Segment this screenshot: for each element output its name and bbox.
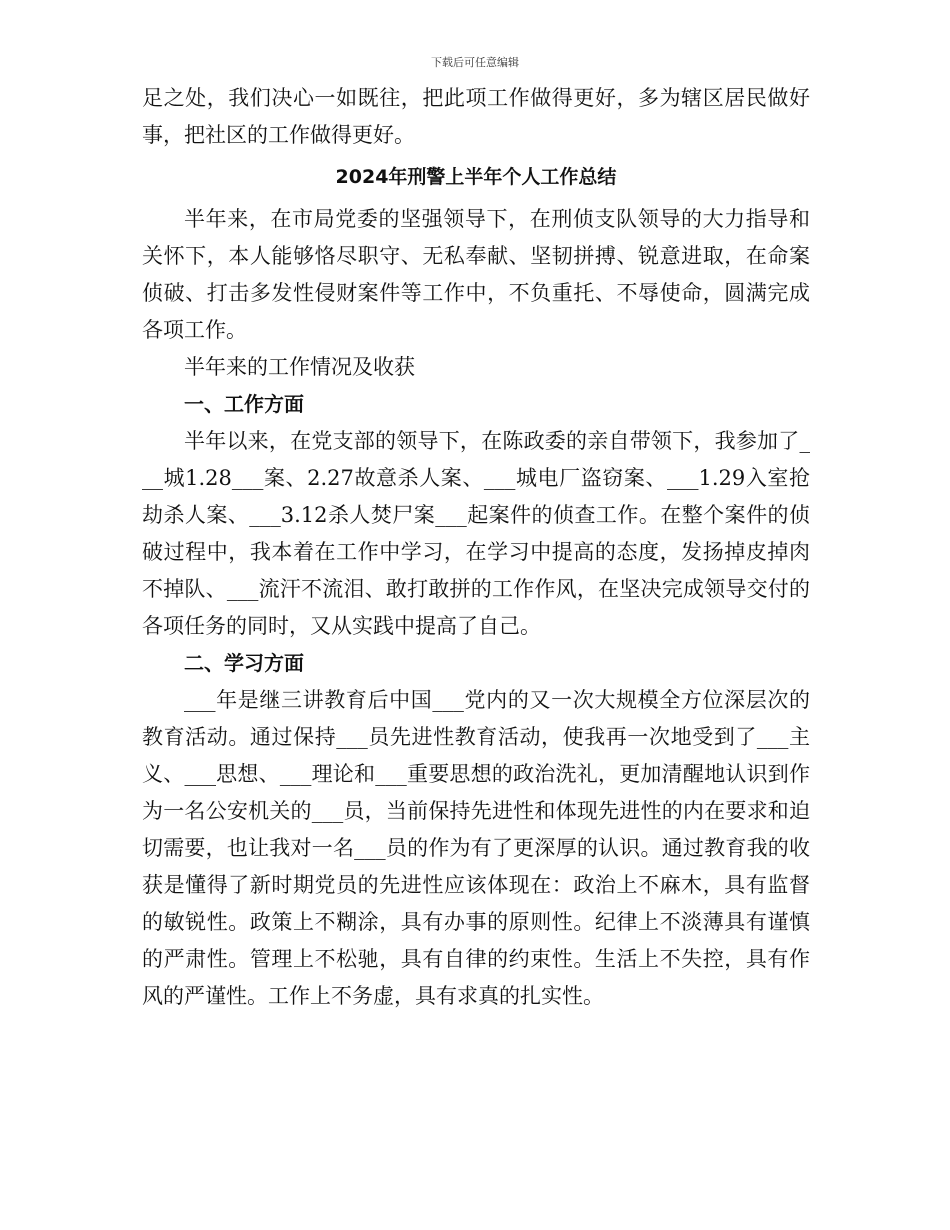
intro-paragraph: 足之处，我们决心一如既往，把此项工作做得更好，多为辖区居民做好事，把社区的工作做得更好。 (142, 86, 810, 147)
section-1-heading: 一、工作方面 (184, 392, 304, 416)
section-2-heading: 二、学习方面 (184, 651, 304, 675)
section-1-paragraph: 半年以来，在党支部的领导下，在陈政委的亲自带领下，我参加了___城1.28___案、2.27故意杀人案、___城电厂盗窃案、___1.29入室抢劫杀人案、___3.12杀人焚尸案___起案件的侦查工作。在整个案件的侦破过程中，我本着在工作中学习，在学习中提高的态度，发扬掉皮掉肉不掉队、___流汗不流泪、敢打敢拼的工作作风，在坚决完成领导交付的各项任务的同时，又从实践中提高了自己。 (142, 429, 810, 638)
subtitle: 半年来的工作情况及收获 (184, 355, 415, 379)
section-2-paragraph: ___年是继三讲教育后中国___党内的又一次大规模全方位深层次的教育活动。通过保持___员先进性教育活动，使我再一次地受到了___主义、___思想、___理论和___重要思想的政治洗礼，更加清醒地认识到作为一名公安机关的___员，当前保持先进性和体现先进性的内在要求和迫切需要，也让我对一名___员的作为有了更深厚的认识。通过教育我的收获是懂得了新时期党员的先进性应该体现在：政治上不麻木，具有监督的敏锐性。政策上不糊涂，具有办事的原则性。纪律上不淡薄具有谨慎的严肃性。管理上不松驰，具有自律的约束性。生活上不失控，具有作风的严谨性。工作上不务虚，具有求真的扎实性。 (142, 688, 810, 1008)
header-note: 下载后可任意编辑 (431, 56, 519, 69)
document-body (142, 80, 810, 1015)
document-title: 2024年刑警上半年个人工作总结 (335, 166, 617, 188)
paragraph-1: 半年来，在市局党委的坚强领导下，在刑侦支队领导的大力指导和关怀下，本人能够恪尽职守、无私奉献、坚韧拼搏、锐意进取，在命案侦破、打击多发性侵财案件等工作中，不负重托、不辱使命，圆满完成各项工作。 (142, 207, 810, 342)
